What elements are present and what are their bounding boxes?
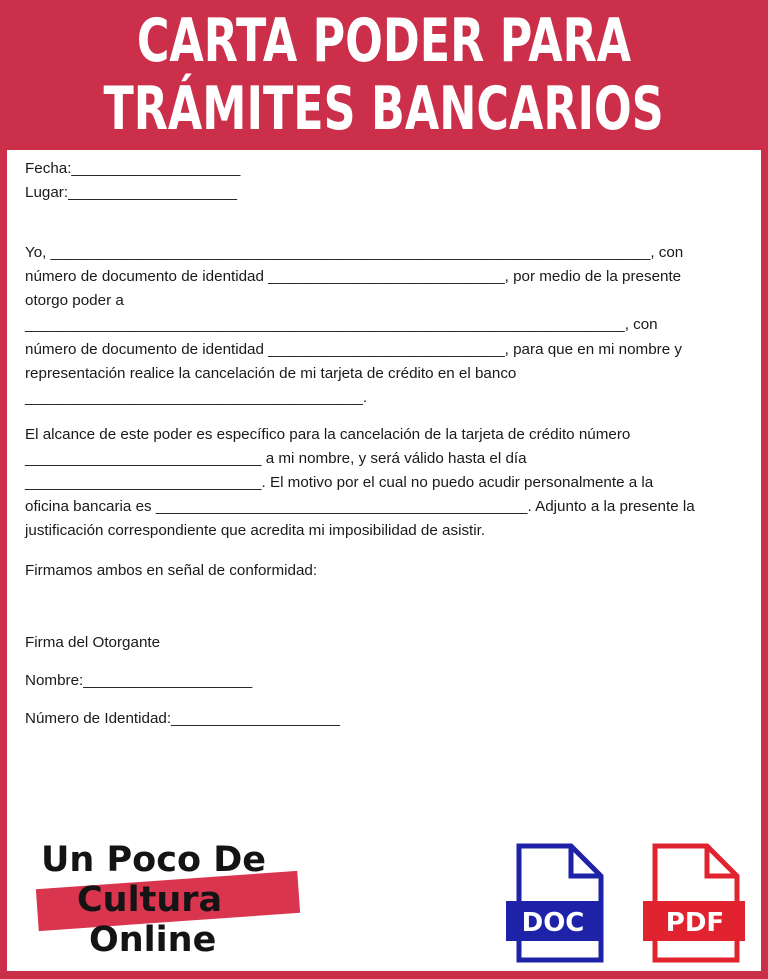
paragraph-2-line: ____________________________. El motivo por el cual no puedo acudir personalmente a la	[25, 474, 654, 491]
paragraph-1-line: ________________________________________.	[25, 389, 368, 406]
pdf-label: PDF	[665, 908, 725, 938]
logo-line-2: Cultura	[77, 880, 223, 920]
fecha-field: Fecha:____________________	[25, 160, 241, 177]
lugar-field: Lugar:____________________	[25, 184, 237, 201]
paragraph-1-line: Yo, _______________________________________________________________________, con	[25, 244, 684, 261]
paragraph-2-line: oficina bancaria es ____________________________________________. Adjunto a la presente la	[25, 498, 695, 515]
paragraph-2-line: justificación correspondiente que acredita mi imposibilidad de asistir.	[25, 522, 486, 539]
numero-identidad-field: Número de Identidad:____________________	[25, 710, 340, 727]
conformidad-text: Firmamos ambos en señal de conformidad:	[25, 562, 318, 579]
paragraph-1-line: otorgo poder a	[25, 292, 124, 309]
nombre-field: Nombre:____________________	[25, 672, 253, 689]
paragraph-1-line: representación realice la cancelación de mi tarjeta de crédito en el banco	[25, 365, 517, 382]
logo-line-3: Online	[89, 920, 217, 960]
title-line-2: TRÁMITES BANCARIOS	[103, 74, 665, 144]
paragraph-2-line: ____________________________ a mi nombre, y será válido hasta el día	[25, 450, 527, 467]
paragraph-1-line: número de documento de identidad ____________________________, por medio de la presente	[25, 268, 682, 285]
logo-line-1: Un Poco De	[41, 840, 266, 880]
paragraph-1-line: número de documento de identidad ____________________________, para que en mi nombre y	[25, 341, 682, 358]
paragraph-2-line: El alcance de este poder es específico para la cancelación de la tarjeta de crédito número	[25, 426, 631, 443]
site-logo[interactable]	[27, 840, 327, 965]
title-line-1: CARTA PODER PARA	[136, 6, 632, 76]
doc-download-icon[interactable]	[505, 843, 607, 963]
firma-label: Firma del Otorgante	[25, 634, 161, 651]
paragraph-1-line: _______________________________________________________________________, con	[25, 316, 658, 333]
pdf-download-icon[interactable]	[641, 843, 747, 963]
page-header	[0, 0, 768, 150]
doc-label: DOC	[521, 908, 585, 938]
document-page	[7, 150, 761, 971]
